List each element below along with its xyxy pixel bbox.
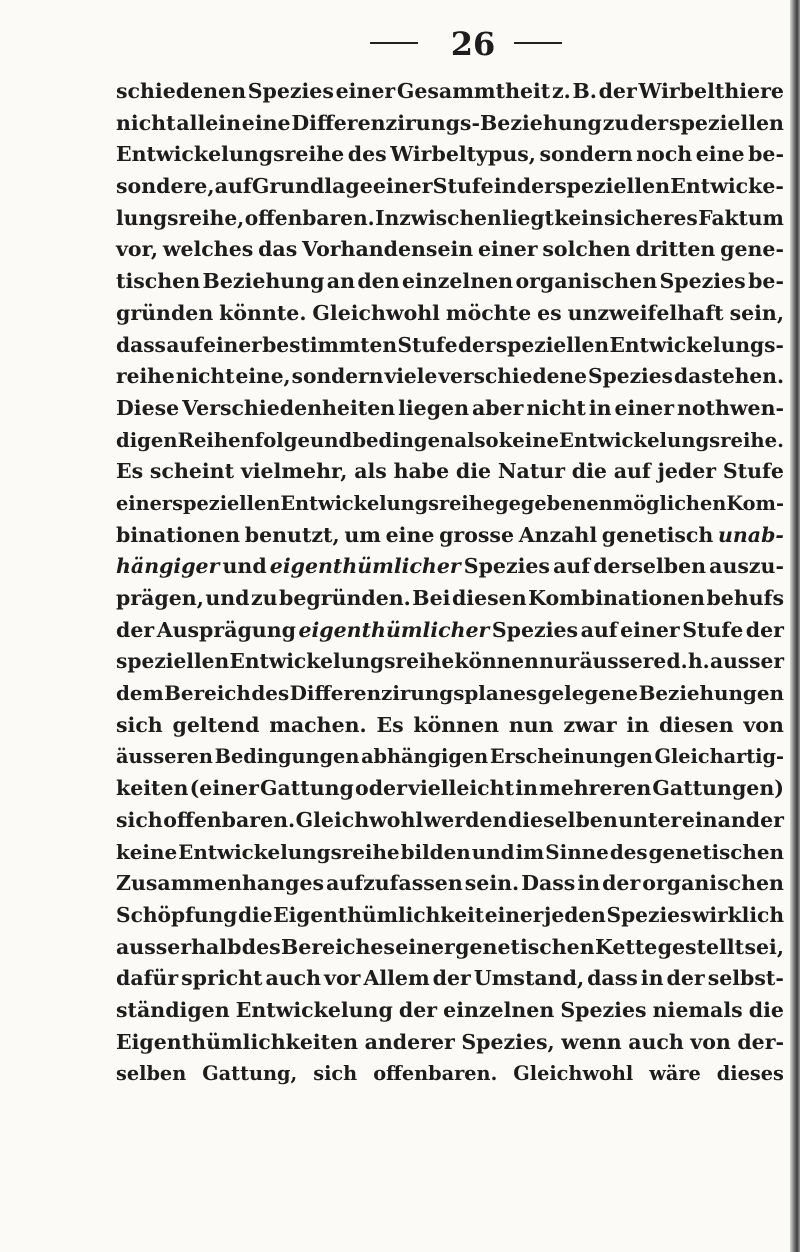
- word: bilden: [400, 839, 471, 864]
- word: auf: [166, 332, 203, 357]
- word: Diese: [116, 395, 180, 420]
- word: vor: [324, 966, 361, 991]
- text-line: [116, 456, 784, 488]
- word: der-: [737, 1029, 784, 1054]
- word: ständigen: [116, 997, 230, 1022]
- word: auf: [580, 617, 618, 642]
- word: Zusammenhanges: [116, 871, 325, 896]
- word: von: [743, 712, 784, 737]
- word: Reihenfolge: [177, 428, 310, 452]
- word: derselben: [593, 554, 707, 579]
- word: der: [516, 174, 555, 199]
- word: d.: [666, 649, 688, 674]
- word: des: [251, 681, 290, 706]
- word: auch: [628, 1029, 684, 1054]
- word: vielmehr,: [240, 459, 348, 484]
- word: Kette: [594, 934, 658, 959]
- text-line: [116, 203, 784, 235]
- word: ausser: [710, 649, 784, 674]
- word: vielleicht: [408, 776, 515, 801]
- word: an: [326, 269, 355, 294]
- word: kein: [554, 205, 604, 230]
- word: die: [571, 459, 607, 484]
- header-rule-right: [514, 42, 562, 44]
- word: eine: [695, 142, 745, 167]
- text-line: [116, 171, 784, 203]
- word: Entwickelungsreihe: [229, 649, 455, 674]
- word: Inzwischen: [375, 205, 502, 230]
- word: Stufe: [722, 459, 784, 484]
- word: Spezies: [606, 902, 692, 927]
- word: sicheres: [604, 205, 698, 230]
- word: Stufe: [397, 332, 458, 357]
- word: Grundlage: [251, 174, 373, 199]
- word: der: [630, 110, 669, 135]
- word: sein.: [464, 871, 520, 896]
- word: der: [745, 617, 784, 642]
- word: sondern: [291, 364, 384, 389]
- word: Gesammtheit: [396, 79, 551, 103]
- word: eigenthümlicher: [298, 617, 490, 642]
- word: Differenzirungsplanes: [289, 681, 538, 706]
- word: liegen: [398, 395, 470, 420]
- word: der: [116, 617, 155, 642]
- word: Faktum: [698, 205, 784, 230]
- word: selben: [116, 1062, 187, 1086]
- word: begründen.: [279, 586, 411, 610]
- word: Beziehung: [202, 269, 325, 294]
- word: reihe: [116, 364, 175, 389]
- word: Umstand,: [473, 966, 585, 991]
- word: scheint: [149, 459, 235, 484]
- word: nothwen-: [676, 395, 784, 420]
- word: Gattung,: [202, 1062, 298, 1086]
- word: Verschiedenheiten: [182, 395, 396, 420]
- word: Entwickelungsreihe: [280, 491, 496, 515]
- word: oder: [355, 776, 407, 801]
- word: in: [515, 776, 538, 801]
- word: sondern: [539, 142, 633, 167]
- word: offenbaren.: [373, 1062, 498, 1086]
- word: vor,: [116, 237, 159, 262]
- word: und: [222, 554, 267, 579]
- text-line: [116, 520, 784, 552]
- word: Anzahl: [518, 522, 598, 547]
- text-line: [116, 710, 784, 742]
- word: Gattung: [260, 776, 354, 801]
- word: offenbaren.: [244, 205, 375, 230]
- word: im: [515, 839, 545, 864]
- word: in: [640, 966, 664, 991]
- word: genetischen: [648, 839, 784, 864]
- word: sich: [116, 712, 163, 737]
- word: prägen,: [116, 586, 204, 610]
- word: gründen: [116, 300, 214, 325]
- word: keine: [116, 839, 178, 864]
- text-line: [116, 932, 784, 964]
- word: einer: [395, 934, 455, 959]
- word: nicht: [526, 395, 586, 420]
- word: diesen: [451, 586, 527, 610]
- word: tischen: [116, 269, 201, 294]
- word: und: [205, 586, 250, 610]
- word: Spezies: [659, 269, 746, 294]
- text-line: [116, 773, 784, 805]
- word: einer: [484, 902, 544, 927]
- word: können: [454, 649, 539, 674]
- word: könnte.: [219, 300, 307, 325]
- word: Es: [116, 459, 144, 484]
- word: Stufe: [432, 174, 494, 199]
- word: nur: [539, 649, 580, 674]
- word: gestellt: [657, 934, 745, 959]
- word: Gleichwohl: [513, 1062, 634, 1086]
- word: dastehen.: [674, 364, 784, 389]
- word: genetisch: [601, 522, 714, 547]
- text-line: [116, 583, 784, 615]
- word: dass: [116, 332, 166, 357]
- text-line: [116, 868, 784, 900]
- text-line: [116, 805, 784, 837]
- word: der: [598, 79, 637, 103]
- text-line: [116, 330, 784, 362]
- text-line: [116, 551, 784, 583]
- word: keiten: [116, 776, 189, 801]
- word: der: [457, 332, 496, 357]
- word: unter: [618, 807, 682, 832]
- word: einer: [203, 332, 262, 357]
- word: speziellen: [116, 649, 230, 674]
- word: keine: [498, 428, 559, 452]
- text-line: [116, 1058, 784, 1090]
- word: des: [609, 839, 648, 864]
- word: jeden: [544, 902, 606, 927]
- word: die: [455, 459, 492, 484]
- text-line: [116, 234, 784, 266]
- word: noch: [636, 142, 693, 167]
- word: Spezies: [463, 554, 550, 579]
- word: Natur: [497, 459, 566, 484]
- word: sich: [313, 1062, 358, 1086]
- text-line: [116, 266, 784, 298]
- text-line: [116, 963, 784, 995]
- word: gegebenen: [495, 491, 613, 515]
- word: habe: [393, 459, 450, 484]
- word: des: [241, 934, 281, 959]
- word: Stufe: [682, 617, 744, 642]
- word: des: [347, 142, 387, 167]
- word: einzelnen: [443, 997, 555, 1022]
- word: einzelnen: [402, 269, 514, 294]
- body-text: [116, 76, 784, 1090]
- word: Entwickelungsreihe: [116, 142, 345, 167]
- word: speziellen: [555, 174, 671, 199]
- word: Gattungen): [652, 776, 784, 801]
- word: eine: [241, 110, 291, 135]
- word: machen.: [269, 712, 367, 737]
- word: einer: [620, 617, 680, 642]
- text-line: [116, 361, 784, 393]
- word: dem: [116, 681, 164, 706]
- word: in: [626, 712, 650, 737]
- word: offenbaren.: [163, 807, 296, 832]
- word: sondere,: [116, 174, 215, 199]
- word: dritten: [635, 237, 716, 262]
- word: digen: [116, 428, 178, 452]
- word: der: [666, 966, 705, 991]
- word: abhängigen: [361, 745, 489, 769]
- word: auch: [265, 966, 322, 991]
- word: Bedingungen: [214, 745, 360, 769]
- word: dieselben: [507, 807, 618, 832]
- word: von: [690, 1029, 731, 1054]
- word: zwar: [563, 712, 617, 737]
- word: bedingen: [352, 428, 455, 452]
- text-line: [116, 615, 784, 647]
- word: Entwickelung: [235, 997, 393, 1022]
- word: in: [588, 395, 612, 420]
- word: Spezies: [588, 364, 673, 389]
- word: unzweifelhaft: [567, 300, 724, 325]
- word: genetischen: [455, 934, 595, 959]
- word: Spezies: [560, 997, 647, 1022]
- word: behufs: [706, 586, 784, 610]
- word: ausserhalb: [116, 934, 242, 959]
- word: Wirbelthiere: [638, 79, 784, 103]
- word: äussere: [579, 649, 667, 674]
- word: möglichen: [612, 491, 727, 515]
- word: diesen: [658, 712, 734, 737]
- word: Allem: [363, 966, 430, 991]
- word: den: [357, 269, 400, 294]
- word: dieses: [716, 1062, 784, 1086]
- word: zu: [602, 110, 630, 135]
- word: der: [398, 997, 438, 1022]
- word: Entwickelungs-: [609, 332, 784, 357]
- word: Gleichwohl: [312, 300, 440, 325]
- word: in: [493, 174, 517, 199]
- word: nicht: [116, 110, 176, 135]
- word: benutzt,: [244, 522, 340, 547]
- text-line: [116, 741, 784, 773]
- word: einer: [372, 174, 433, 199]
- word: also: [454, 428, 499, 452]
- word: einander: [681, 807, 784, 832]
- word: unab-: [717, 522, 784, 547]
- word: dafür: [116, 966, 179, 991]
- word: bestimmten: [262, 332, 398, 357]
- word: (einer: [189, 776, 259, 801]
- text-line: [116, 488, 784, 520]
- word: äusseren: [116, 745, 213, 769]
- word: einer: [116, 491, 173, 515]
- word: Entwickelungsreihe.: [559, 428, 784, 452]
- page-header: [0, 24, 800, 64]
- word: Vorhandensein: [302, 237, 474, 262]
- word: in: [577, 871, 601, 896]
- word: sich: [116, 807, 163, 832]
- word: einer: [335, 79, 396, 103]
- word: sein,: [729, 300, 784, 325]
- word: Spezies: [247, 79, 334, 103]
- page-edge: [790, 0, 800, 1252]
- word: speziellen: [669, 110, 784, 135]
- word: der: [602, 871, 641, 896]
- header-rule-left: [370, 42, 418, 44]
- word: Entwickelungsreihe: [178, 839, 400, 864]
- word: die: [748, 997, 784, 1022]
- word: mehreren: [539, 776, 652, 801]
- word: geltend: [172, 712, 260, 737]
- word: die: [237, 902, 273, 927]
- word: hängiger: [116, 554, 220, 579]
- word: Bereich: [164, 681, 251, 706]
- word: spricht: [181, 966, 263, 991]
- word: z.: [551, 79, 571, 103]
- text-line: [116, 837, 784, 869]
- word: gelegene: [537, 681, 639, 706]
- word: Spezies: [491, 617, 579, 642]
- word: B.: [572, 79, 597, 103]
- text-line: [116, 995, 784, 1027]
- word: dass: [587, 966, 638, 991]
- text-line: [116, 393, 784, 425]
- word: solchen: [542, 237, 631, 262]
- word: Schöpfung: [116, 902, 238, 927]
- word: Ausprägung: [156, 617, 296, 642]
- word: wirklich: [692, 902, 784, 927]
- word: gene-: [720, 237, 784, 262]
- word: Eigenthümlichkeit: [273, 902, 485, 927]
- text-line: [116, 678, 784, 710]
- word: Erscheinungen: [489, 745, 653, 769]
- word: speziellen: [495, 332, 610, 357]
- word: lungsreihe,: [116, 205, 245, 230]
- word: verschiedene: [438, 364, 587, 389]
- word: Beziehungen: [638, 681, 784, 706]
- word: schiedenen: [116, 79, 246, 103]
- word: viele: [384, 364, 438, 389]
- word: und: [310, 428, 353, 452]
- word: Es: [376, 712, 404, 737]
- word: Gleichwohl: [295, 807, 424, 832]
- word: selbst-: [707, 966, 784, 991]
- word: Wirbeltypus,: [390, 142, 536, 167]
- word: können: [413, 712, 500, 737]
- word: möchte: [445, 300, 532, 325]
- word: welches: [162, 237, 254, 262]
- word: Kom-: [726, 491, 784, 515]
- word: allein: [176, 110, 241, 135]
- word: um: [344, 522, 381, 547]
- word: wenn: [561, 1029, 622, 1054]
- word: be-: [748, 142, 784, 167]
- word: nun: [508, 712, 554, 737]
- text-line: [116, 1027, 784, 1059]
- word: h.: [688, 649, 710, 674]
- word: Bereiches: [280, 934, 395, 959]
- word: werden: [423, 807, 508, 832]
- word: binationen: [116, 522, 241, 547]
- text-line: [116, 76, 784, 108]
- word: eine,: [235, 364, 291, 389]
- word: auf: [553, 554, 591, 579]
- word: anderer: [364, 1029, 455, 1054]
- word: organischen: [515, 269, 658, 294]
- word: jeder: [657, 459, 717, 484]
- word: Gleichartig-: [654, 745, 784, 769]
- word: das: [258, 237, 298, 262]
- text-line: [116, 425, 784, 457]
- word: und: [471, 839, 515, 864]
- text-line: [116, 900, 784, 932]
- word: es: [537, 300, 562, 325]
- word: Differenzirungs-Beziehung: [291, 110, 602, 135]
- word: eigenthümlicher: [269, 554, 461, 579]
- word: Bei: [412, 586, 451, 610]
- word: Eigenthümlichkeiten: [116, 1029, 359, 1054]
- word: Sinne: [545, 839, 609, 864]
- text-line: [116, 108, 784, 140]
- word: liegt: [502, 205, 554, 230]
- word: einer: [614, 395, 675, 420]
- word: speziellen: [172, 491, 281, 515]
- word: be-: [748, 269, 784, 294]
- word: aufzufassen: [326, 871, 463, 896]
- text-line: [116, 298, 784, 330]
- word: grosse: [439, 522, 515, 547]
- word: sei,: [744, 934, 784, 959]
- word: wäre: [649, 1062, 701, 1086]
- word: organischen: [642, 871, 784, 896]
- word: Dass: [521, 871, 576, 896]
- word: als: [354, 459, 387, 484]
- text-line: [116, 139, 784, 171]
- word: niemals: [652, 997, 743, 1022]
- word: aber: [471, 395, 524, 420]
- word: eine: [385, 522, 435, 547]
- word: Spezies,: [461, 1029, 555, 1054]
- word: auf: [613, 459, 651, 484]
- word: Entwicke-: [670, 174, 784, 199]
- word: einer: [478, 237, 538, 262]
- word: Kombinationen: [528, 586, 705, 610]
- word: zu: [251, 586, 278, 610]
- word: auszu-: [709, 554, 784, 579]
- word: nicht: [175, 364, 235, 389]
- page-number: 26: [450, 25, 496, 63]
- word: der: [432, 966, 471, 991]
- text-line: [116, 646, 784, 678]
- word: auf: [214, 174, 252, 199]
